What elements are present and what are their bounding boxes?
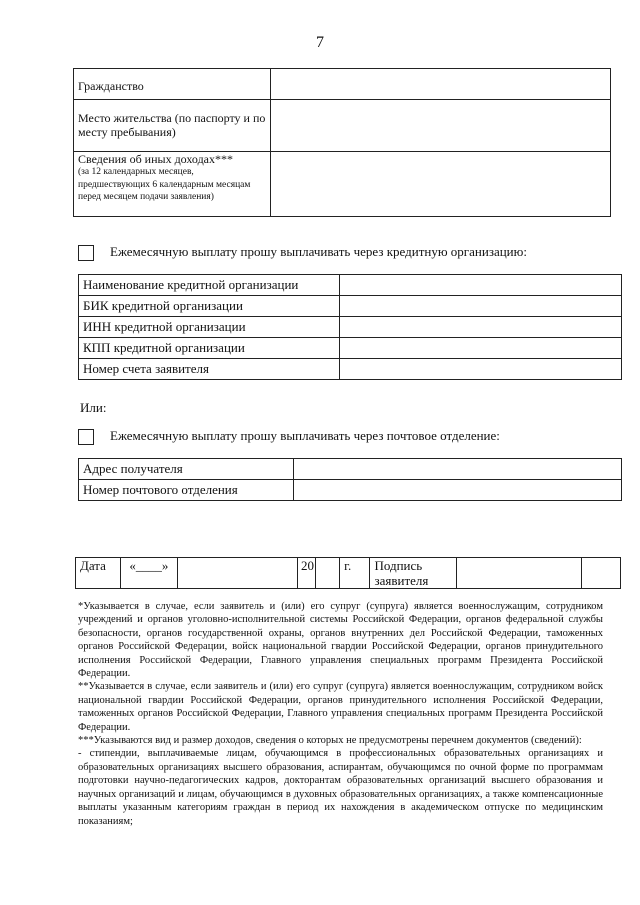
table-row — [79, 275, 622, 296]
page-number: 7 — [316, 34, 324, 51]
signature-field[interactable] — [457, 558, 582, 589]
citizenship-label: Гражданство — [74, 69, 271, 100]
residence-label: Место жительства (по паспорту и по месту пребывания) — [74, 100, 271, 152]
post-payment-checkbox[interactable] — [78, 429, 94, 445]
bank-payment-text: Ежемесячную выплату прошу выплачивать через кредитную организацию: — [110, 244, 527, 259]
date-label: Дата — [76, 558, 121, 589]
account-number-label: Номер счета заявителя — [79, 359, 340, 380]
table-row — [79, 338, 622, 359]
or-label: Или: — [80, 400, 107, 415]
bik-input[interactable] — [340, 296, 622, 317]
post-office-number-input[interactable] — [294, 480, 622, 501]
day-field[interactable]: «____» — [121, 558, 178, 589]
post-office-number-label: Номер почтового отделения — [79, 480, 294, 501]
post-payment-option — [78, 428, 500, 445]
footnote-3: ***Указываются вид и размер доходов, сведения о которых не предусмотрены перечнем документов (сведений): — [78, 735, 582, 747]
footnote-4: - стипендии, выплачиваемые лицам, обучающимся в профессиональных образовательных организациях и образовательных организациях высшего образования, аспирантам, обучающимся по очной форме по программам подготовки научно-педагогических кадров, докторантам образовательных организаций высшего образования и научных организаций и лицам, обучающимся в духовных образовательных организациях, а также компенсационные выплаты указанным категориям граждан в период их нахождения в академическом отпуске по медицинским показаниям; — [78, 748, 603, 827]
signature-extra-cell — [582, 558, 621, 589]
account-number-input[interactable] — [340, 359, 622, 380]
signature-label: Подпись заявителя — [370, 558, 457, 589]
bank-details-table — [78, 274, 622, 380]
bank-name-label: Наименование кредитной организации — [79, 275, 340, 296]
kpp-label: КПП кредитной организации — [79, 338, 340, 359]
other-income-row — [74, 152, 611, 217]
table-row — [79, 317, 622, 338]
recipient-address-label: Адрес получателя — [79, 459, 294, 480]
personal-info-table — [73, 68, 611, 217]
year-prefix: 20 — [298, 558, 316, 589]
bik-label: БИК кредитной организации — [79, 296, 340, 317]
other-income-input[interactable] — [271, 152, 611, 217]
signature-row — [76, 558, 621, 589]
footnotes — [78, 600, 603, 828]
table-row — [79, 359, 622, 380]
other-income-label — [74, 152, 271, 217]
post-payment-text: Ежемесячную выплату прошу выплачивать через почтовое отделение: — [110, 428, 500, 443]
other-income-note: (за 12 календарных месяцев, предшествующих 6 календарным месяцам перед месяцем подачи заявления) — [78, 167, 251, 202]
citizenship-row — [74, 69, 611, 100]
citizenship-input[interactable] — [271, 69, 611, 100]
residence-input[interactable] — [271, 100, 611, 152]
kpp-input[interactable] — [340, 338, 622, 359]
bank-name-input[interactable] — [340, 275, 622, 296]
table-row — [79, 459, 622, 480]
bank-payment-option — [78, 244, 527, 261]
recipient-address-input[interactable] — [294, 459, 622, 480]
inn-input[interactable] — [340, 317, 622, 338]
table-row — [79, 296, 622, 317]
footnote-2: **Указывается в случае, если заявитель и (или) его супруг (супруга) является военнослужащим, сотрудником войск национальной гвардии Российской Федерации, органов принудительного исполнения Российской Федерации, таможенных органов Российской Федерации, Главного управления специальных программ Президента Российской Федерации. — [78, 681, 603, 733]
signature-table — [75, 557, 621, 589]
post-details-table — [78, 458, 622, 501]
table-row — [79, 480, 622, 501]
residence-row — [74, 100, 611, 152]
year-field[interactable] — [315, 558, 339, 589]
footnote-1: *Указывается в случае, если заявитель и (или) его супруг (супруга) является военнослужащим, сотрудником учреждений и органов уголовно-исполнительной системы Российской Федерации, органов федеральной службы безопасности, органов государственной охраны, органов внутренних дел Российской Федерации, таможенных органов Российской Федерации, войск национальной гвардии Российской Федерации, органов принудительного исполнения Российской Федерации, Главного управления специальных программ Президента Российской Федерации. — [78, 601, 603, 680]
inn-label: ИНН кредитной организации — [79, 317, 340, 338]
month-field[interactable] — [177, 558, 298, 589]
bank-payment-checkbox[interactable] — [78, 245, 94, 261]
year-suffix: г. — [340, 558, 370, 589]
other-income-title: Сведения об иных доходах*** — [78, 152, 234, 166]
